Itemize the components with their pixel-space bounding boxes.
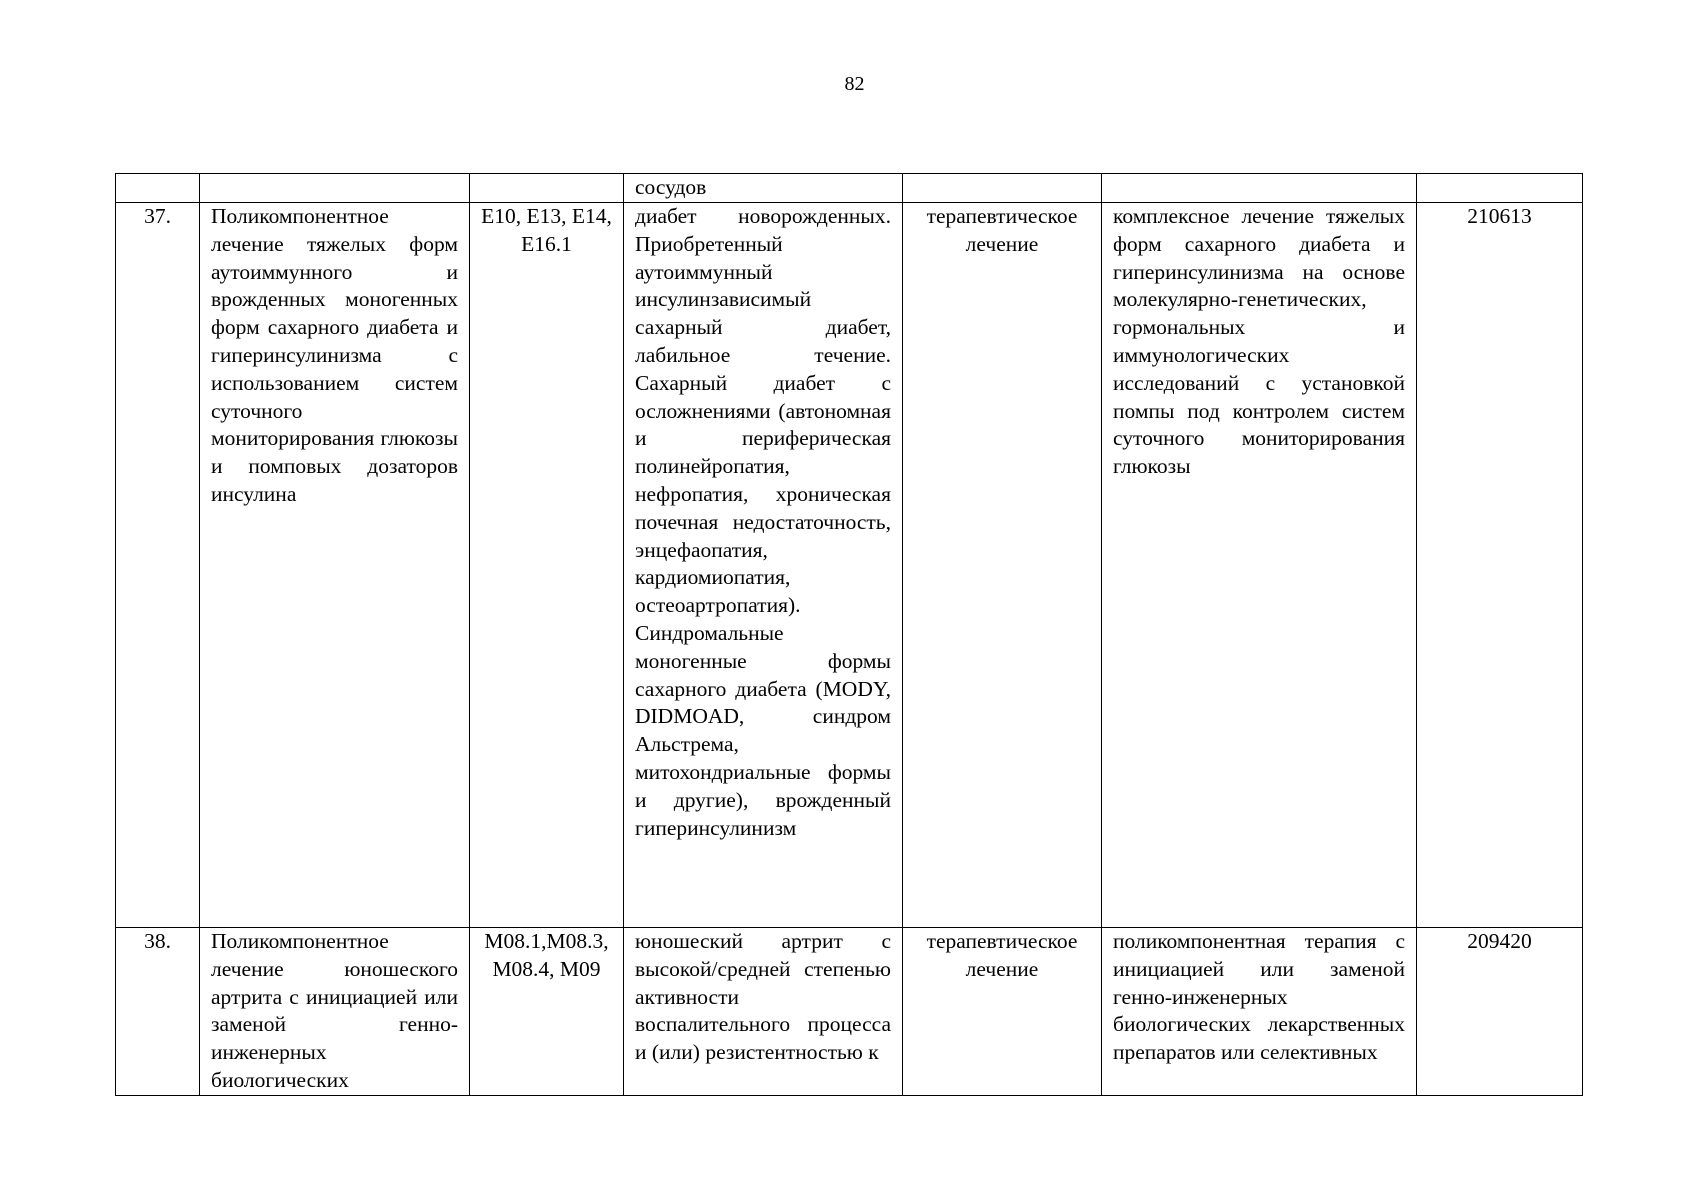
treatment-table bbox=[115, 173, 1583, 1096]
cost-cell: 209420 bbox=[1417, 928, 1583, 1096]
table-row bbox=[116, 174, 1583, 203]
row-number-cell bbox=[116, 174, 200, 203]
treatment-type-cell bbox=[903, 174, 1102, 203]
treatment-type-cell: терапевтическое лечение bbox=[903, 928, 1102, 1096]
icd-codes-cell: M08.1,M08.3, M08.4, M09 bbox=[470, 928, 624, 1096]
treatment-method-cell: комплексное лечение тяжелых форм сахарного диабета и гиперинсулинизма на основе молекулярно-генетических, гормональных и иммунологических исследований с установкой помпы под контролем систем суточного мониторирования глюкозы bbox=[1102, 203, 1417, 928]
patient-model-cell: диабет новорожденных. Приобретенный аутоиммунный инсулинзависимый сахарный диабет, лабильное течение. Сахарный диабет с осложнениями (автономная и периферическая полинейропатия, нефропатия, хроническая почечная недостаточность, энцефаопатия, кардиомиопатия, остеоартропатия). Синдромальные моногенные формы сахарного диабета (MODY, DIDMOAD, синдром Альстрема, митохондриальные формы и другие), врожденный гиперинсулинизм bbox=[624, 203, 903, 928]
cost-cell bbox=[1417, 174, 1583, 203]
row-number-cell: 37. bbox=[116, 203, 200, 928]
treatment-name-cell bbox=[200, 174, 470, 203]
row-number-cell: 38. bbox=[116, 928, 200, 1096]
patient-model-cell: юношеский артрит с высокой/средней степенью активности воспалительного процесса и (или) резистентностью к bbox=[624, 928, 903, 1096]
treatment-method-cell bbox=[1102, 174, 1417, 203]
table-row bbox=[116, 928, 1583, 1096]
treatment-name-cell: Поликомпонентное лечение тяжелых форм аутоиммунного и врожденных моногенных форм сахарного диабета и гиперинсулинизма с использованием систем суточного мониторирования глюкозы и помповых дозаторов инсулина bbox=[200, 203, 470, 928]
cost-cell: 210613 bbox=[1417, 203, 1583, 928]
treatment-name-cell: Поликомпонентное лечение юношеского артрита с инициацией или заменой генно-инженерных биологических bbox=[200, 928, 470, 1096]
icd-codes-cell bbox=[470, 174, 624, 203]
icd-codes-cell: E10, E13, E14, E16.1 bbox=[470, 203, 624, 928]
treatment-method-cell: поликомпонентная терапия с инициацией или заменой генно-инженерных биологических лекарственных препаратов или селективных bbox=[1102, 928, 1417, 1096]
table-row bbox=[116, 203, 1583, 928]
page-number: 82 bbox=[844, 73, 865, 95]
patient-model-cell: сосудов bbox=[624, 174, 903, 203]
treatment-type-cell: терапевтическое лечение bbox=[903, 203, 1102, 928]
